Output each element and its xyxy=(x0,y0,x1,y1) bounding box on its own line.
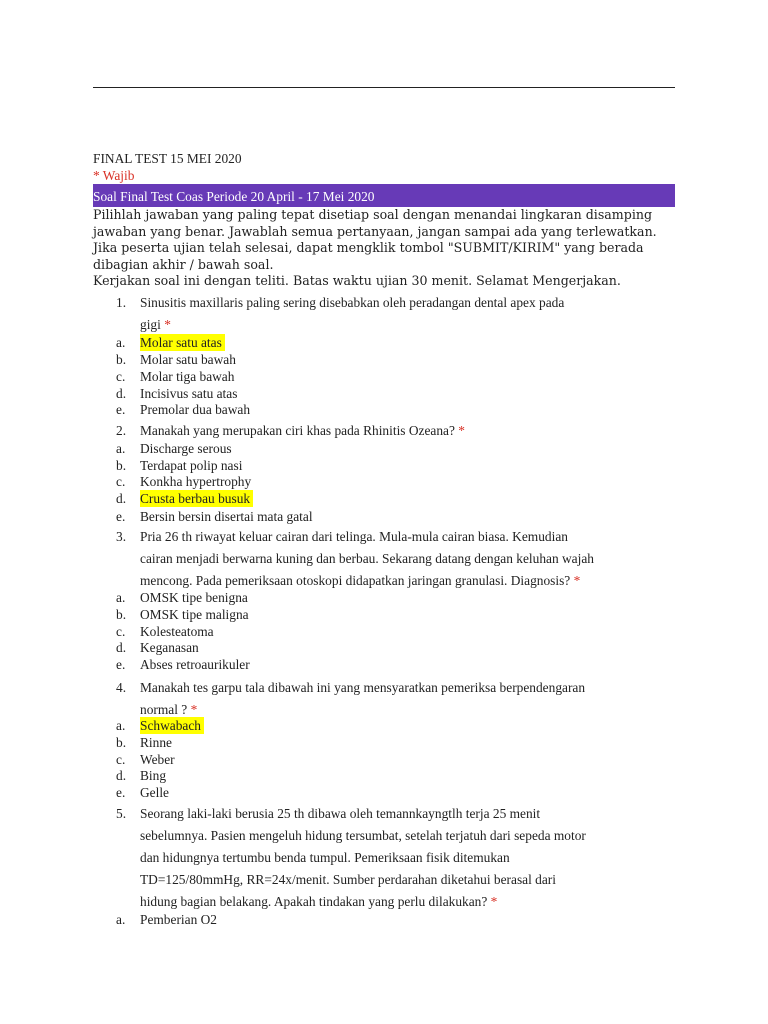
option-1a[interactable] xyxy=(0,334,768,351)
option-1d[interactable] xyxy=(0,385,768,402)
option-1c[interactable] xyxy=(0,368,768,385)
option-3d[interactable] xyxy=(0,639,768,656)
option-letter: d. xyxy=(116,768,127,783)
option-text: Kolesteatoma xyxy=(140,624,214,639)
option-text: Bersin bersin disertai mata gatal xyxy=(140,509,313,524)
option-3e[interactable] xyxy=(0,656,768,673)
question-number: 1. xyxy=(116,295,127,310)
required-star: * xyxy=(164,317,171,332)
option-text-selected: Crusta berbau busuk xyxy=(140,490,253,507)
option-letter: b. xyxy=(116,607,127,622)
option-text: Molar tiga bawah xyxy=(140,369,235,384)
option-letter: c. xyxy=(116,624,126,639)
description-line: Pilihlah jawaban yang paling tepat disetiap soal dengan menandai lingkaran disamping xyxy=(93,207,653,222)
question-line-text: hidung bagian belakang. Apakah tindakan yang perlu dilakukan? xyxy=(140,894,488,909)
option-5a[interactable] xyxy=(0,911,768,928)
option-text: Weber xyxy=(140,752,175,767)
option-letter: a. xyxy=(116,441,126,456)
option-text: Incisivus satu atas xyxy=(140,386,238,401)
option-4c[interactable] xyxy=(0,751,768,768)
option-letter: b. xyxy=(116,352,127,367)
option-text: Pemberian O2 xyxy=(140,912,217,927)
question-line xyxy=(140,314,680,336)
question-line-text: normal ? xyxy=(140,702,188,717)
question-text xyxy=(140,677,680,721)
option-letter: d. xyxy=(116,640,127,655)
option-text: Bing xyxy=(140,768,167,783)
question-line: Seorang laki-laki berusia 25 th dibawa oleh temannkayngtlh terja 25 menit xyxy=(140,806,541,821)
option-4a[interactable] xyxy=(0,717,768,734)
option-text: Terdapat polip nasi xyxy=(140,458,243,473)
question-line: Manakah tes garpu tala dibawah ini yang mensyaratkan pemeriksa berpendengaran xyxy=(140,680,586,695)
option-2c[interactable] xyxy=(0,473,768,490)
option-text: Keganasan xyxy=(140,640,199,655)
option-text: Molar satu bawah xyxy=(140,352,236,367)
question-line: Pria 26 th riwayat keluar cairan dari telinga. Mula-mula cairan biasa. Kemudian xyxy=(140,529,568,544)
option-4b[interactable] xyxy=(0,734,768,751)
option-letter: b. xyxy=(116,458,127,473)
question-line: dan hidungnya tertumbu benda tumpul. Pemeriksaan fisik ditemukan xyxy=(140,850,510,865)
description-line: jawaban yang benar. Jawablah semua pertanyaan, jangan sampai ada yang terlewatkan. xyxy=(93,223,657,239)
section-title-bar xyxy=(93,184,675,207)
required-star: * xyxy=(573,573,581,588)
option-letter: a. xyxy=(116,912,126,927)
option-4d[interactable] xyxy=(0,767,768,784)
option-text: Rinne xyxy=(140,735,172,750)
question-line: Sinusitis maxillaris paling sering disebabkan oleh peradangan dental apex pada xyxy=(140,295,565,310)
option-letter: b. xyxy=(116,735,127,750)
description-line: dibagian akhir / bawah soal. xyxy=(93,256,274,272)
description-line: Jika peserta ujian telah selesai, dapat mengklik tombol "SUBMIT/KIRIM" yang berada xyxy=(93,240,644,255)
option-text: OMSK tipe benigna xyxy=(140,590,248,605)
option-3c[interactable] xyxy=(0,623,768,640)
option-text: Abses retroaurikuler xyxy=(140,657,250,672)
option-letter: c. xyxy=(116,752,126,767)
option-1b[interactable] xyxy=(0,351,768,368)
option-letter: a. xyxy=(116,590,126,605)
option-text: Discharge serous xyxy=(140,441,232,456)
question-line-text: gigi xyxy=(140,317,161,332)
question-line: sebelumnya. Pasien mengeluh hidung tersumbat, setelah terjatuh dari sepeda motor xyxy=(140,828,586,843)
question-number: 3. xyxy=(116,529,127,544)
option-3a[interactable] xyxy=(0,589,768,606)
section-description xyxy=(93,207,683,290)
question-line-text: Manakah yang merupakan ciri khas pada Rhinitis Ozeana? xyxy=(140,423,455,438)
option-text: Gelle xyxy=(140,785,169,800)
option-letter: d. xyxy=(116,386,127,401)
question-text xyxy=(140,292,680,336)
required-star: * xyxy=(490,894,498,909)
question-text xyxy=(140,420,680,442)
required-star: * xyxy=(190,702,198,717)
option-2e[interactable] xyxy=(0,508,768,525)
question-line: TD=125/80mmHg, RR=24x/menit. Sumber perdarahan diketahui berasal dari xyxy=(140,872,556,887)
question-line xyxy=(140,891,680,913)
top-divider xyxy=(93,87,675,88)
option-letter: d. xyxy=(116,491,127,506)
question-number: 4. xyxy=(116,680,127,695)
option-2b[interactable] xyxy=(0,457,768,474)
question-text xyxy=(140,803,680,913)
option-2a[interactable] xyxy=(0,440,768,457)
question-line xyxy=(140,420,680,442)
option-text-selected: Molar satu atas xyxy=(140,334,225,351)
question-line: cairan menjadi berwarna kuning dan berbau. Sekarang datang dengan keluhan wajah xyxy=(140,551,594,566)
option-letter: c. xyxy=(116,474,126,489)
option-text: OMSK tipe maligna xyxy=(140,607,249,622)
option-letter: e. xyxy=(116,402,126,417)
option-1e[interactable] xyxy=(0,401,768,418)
option-letter: c. xyxy=(116,369,126,384)
required-star: * xyxy=(458,423,465,438)
option-2d[interactable] xyxy=(0,490,768,507)
question-number: 2. xyxy=(116,423,127,438)
option-text-selected: Schwabach xyxy=(140,717,204,734)
question-text xyxy=(140,526,680,592)
required-note: * Wajib xyxy=(93,168,135,183)
option-4e[interactable] xyxy=(0,784,768,801)
option-letter: e. xyxy=(116,657,126,672)
option-letter: e. xyxy=(116,785,126,800)
description-line: Kerjakan soal ini dengan teliti. Batas waktu ujian 30 menit. Selamat Mengerjakan. xyxy=(93,273,621,288)
question-number: 5. xyxy=(116,806,127,821)
option-3b[interactable] xyxy=(0,606,768,623)
section-title: Soal Final Test Coas Periode 20 April - 17 Mei 2020 xyxy=(93,189,375,204)
form-title: FINAL TEST 15 MEI 2020 xyxy=(93,151,242,166)
option-text: Konkha hypertrophy xyxy=(140,474,252,489)
option-letter: a. xyxy=(116,718,126,733)
option-text: Premolar dua bawah xyxy=(140,402,251,417)
option-letter: a. xyxy=(116,335,126,350)
question-line-text: mencong. Pada pemeriksaan otoskopi didapatkan jaringan granulasi. Diagnosis? xyxy=(140,573,571,588)
option-letter: e. xyxy=(116,509,126,524)
